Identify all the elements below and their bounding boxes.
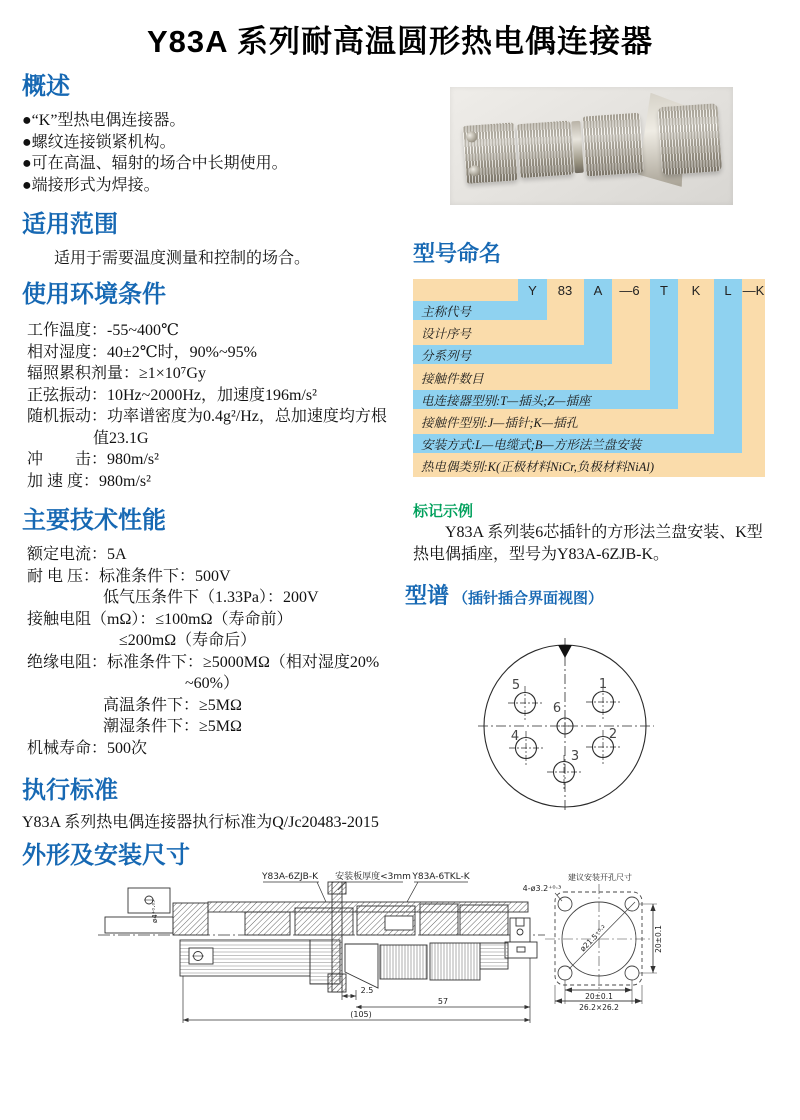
section-heading-overview: 概述 [22,73,70,100]
spec-line: 机械寿命：500次 [27,739,148,757]
model-code: —K [742,283,765,298]
table-row [413,301,547,320]
table-row [413,345,612,364]
key-mark [558,645,572,658]
spec-line: 额定电流：5A [27,546,127,563]
row-label: 设计序号 [421,327,472,341]
spec-line: 高温条件下：≥5MΩ [103,696,242,714]
row-label: 主称代号 [421,305,472,319]
section-heading-environment: 使用环境条件 [22,281,166,308]
connector-segment [582,113,644,177]
left-model-label: Y83A-6ZJB-K [261,872,319,882]
spec-line: ≤200mΩ（寿命后） [119,632,257,649]
shaft-dim-label: ø4⁺⁰·⁰⁵ [151,899,159,923]
mounting-plate [328,882,346,992]
environment-specs [27,320,387,492]
right-model-label: Y83A-6TKL-K [412,872,470,882]
connector-section-view [98,882,545,992]
pin-number: 3 [570,749,580,764]
section-heading-marking-example: 标记示例 [413,503,474,520]
dim-26: 26.2×26.2 [579,1003,619,1012]
table-row [413,456,765,475]
section-heading-model-naming: 型号命名 [413,241,502,266]
table-row [413,323,580,342]
row-label: 接触件型别:J—插针;K—插孔 [421,416,578,430]
section-heading-performance: 主要技术性能 [22,507,166,534]
dimension-drawing [95,860,800,1046]
spec-line: 绝缘电阻：标准条件下：≥5000MΩ（相对湿度20% [27,653,380,671]
marking-line: Y83A 系列装6芯插针的方形法兰盘安装、K型 [445,524,763,541]
bullet-item: ●端接形式为焊接。 [22,176,160,194]
dim-20-h: 20±0.1 [585,992,613,1001]
table-row [413,390,678,409]
spec-line: 工作温度：-55~400℃ [27,322,179,339]
model-code: 83 [557,283,573,298]
marking-example-text [413,522,789,566]
dim-105: (105) [350,1010,372,1019]
spec-line: 耐 电 压：标准条件下：500V [27,567,231,585]
pin-number: 5 [511,678,521,693]
row-label: 分系列号 [421,349,472,363]
table-row [413,434,742,453]
spec-line: ~60%） [185,675,239,692]
spec-line: 相对湿度：40±2℃时，90%~95% [27,343,257,361]
table-row [413,368,646,387]
holes-note: 4-ø3.2⁺⁰·³ [522,884,562,893]
spec-line: 辐照累积剂量：≥1×10⁷Gy [27,365,206,382]
connector-image [462,98,723,194]
dim-20-v: 20±0.1 [654,925,663,953]
pin-interface-diagram [478,636,654,814]
spec-line: 接触电阻（mΩ）：≤100mΩ（寿命前） [27,610,293,628]
model-code: A [593,283,603,298]
marking-line: 热电偶插座，型号为Y83A-6ZJB-K。 [413,546,669,563]
spec-line: 正弦振动：10Hz~2000Hz，加速度196m/s² [27,386,317,404]
spec-line: 随机振动：功率谱密度为0.4g²/Hz，总加速度均方根 [27,408,387,425]
bullet-item: ●可在高温、辐射的场合中长期使用。 [22,155,288,172]
bullet-item: ●螺纹连接锁紧机构。 [22,133,176,151]
section-heading-dimensions: 外形及安装尺寸 [22,842,190,869]
model-code: T [660,283,668,298]
pin-number: 4 [510,729,520,744]
row-label: 接触件数目 [421,372,484,386]
section-heading-spectrum [405,584,603,608]
spec-line: 加 速 度：980m/s² [27,472,151,490]
product-photo [450,87,733,205]
row-label: 安装方式:L—电缆式;B—方形法兰盘安装 [421,438,642,452]
plate-note-label: 安装板厚度<3mm [335,872,411,882]
model-code: K [691,283,701,298]
model-code: —6 [619,283,640,298]
model-code: L [724,283,732,298]
pin-number: 2 [608,727,618,742]
row-label: 电连接器型别:T—插头;Z—插座 [421,394,591,408]
page-title: Y83A 系列耐高温圆形热电偶连接器 [146,24,653,59]
mounting-hole-view [523,872,663,1012]
dim-57: 57 [437,997,449,1006]
spec-line: 值23.1G [93,429,149,447]
spectrum-subtitle: （插针插合界面视图） [453,590,604,607]
suggest-title: 建议安装开孔尺寸 [568,873,632,882]
pin-numbers [511,677,617,764]
pin-number: 6 [552,701,562,716]
performance-specs [27,544,379,759]
application-text: 适用于需要温度测量和控制的场合。 [54,250,311,267]
model-naming-table [413,279,765,477]
table-row [413,412,710,431]
model-code: Y [528,283,537,298]
standard-text: Y83A 系列热电偶连接器执行标准为Q/Jc20483-2015 [22,814,379,831]
connector-segment [657,103,722,175]
row-label: 热电偶类别:K(正极材料NiCr,负极材料NiAl) [421,460,654,474]
spec-line: 冲 击：980m/s² [27,451,159,468]
dimension-texts [350,986,448,1019]
circle-dim: ø21.5⁺⁰·² [578,923,609,954]
section-heading-application: 适用范围 [22,211,118,238]
section-heading-standard: 执行标准 [22,777,118,804]
spec-line: 低气压条件下（1.33Pa）：200V [103,589,319,606]
spec-line: 潮湿条件下：≥5MΩ [103,718,242,735]
spectrum-title: 型谱 [405,583,450,608]
dim-2-5: 2.5 [360,986,374,995]
connector-segment [516,120,574,178]
overview-bullets [22,110,288,196]
pin-number: 1 [598,677,608,692]
bullet-item: ●“K”型热电偶连接器。 [22,112,186,129]
code-stripe-l [714,279,742,434]
